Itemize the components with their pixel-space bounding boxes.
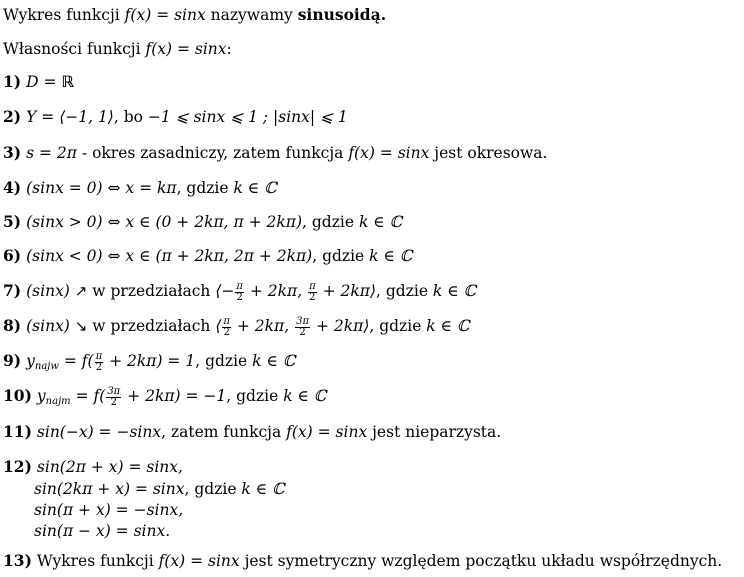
formula: = f( [70, 387, 106, 405]
k-condition: k ∈ ℂ [283, 387, 327, 405]
intro-text: Wykres funkcji [3, 6, 125, 24]
text: jest nieparzysta. [367, 423, 502, 441]
item-number: 3) [3, 143, 22, 162]
text: , gdzie [184, 480, 242, 498]
item-number: 10) [3, 386, 32, 405]
numerator: π [309, 280, 316, 292]
function-formula: f(x) = sinx [158, 552, 240, 570]
numerator: 3π [107, 385, 121, 397]
identity-formula: sin(π + x) = −sinx, [34, 501, 184, 519]
k-condition: k ∈ ℂ [252, 352, 296, 370]
formula: (sinx) [26, 282, 75, 300]
text: , zatem funkcja [161, 423, 287, 441]
fraction [295, 317, 310, 338]
item-number: 5) [3, 212, 22, 231]
function-formula: f(x) = sinx [124, 6, 206, 24]
function-formula: f(x) = sinx [145, 40, 227, 58]
text: jest symetryczny względem początku układu współrzędnych. [239, 552, 723, 570]
denominator: 2 [95, 361, 103, 373]
k-condition: k ∈ ℂ [426, 317, 470, 335]
denominator: 2 [223, 326, 230, 338]
text: w przedziałach [87, 317, 216, 335]
fraction [235, 282, 244, 303]
numerator: π [236, 280, 243, 292]
positive-formula: (sinx > 0) ⇔ x ∈ (0 + 2kπ, π + 2kπ) [26, 213, 303, 231]
property-3 [3, 143, 547, 163]
intro-text: nazywamy [205, 6, 298, 24]
text: - okres zasadniczy, zatem funkcja [76, 144, 349, 162]
property-5 [3, 212, 402, 232]
k-condition: k ∈ ℂ [241, 480, 285, 498]
properties-heading [3, 39, 232, 59]
item-number: 2) [3, 107, 22, 126]
denominator: 2 [309, 291, 316, 303]
heading-text: Własności funkcji [3, 40, 146, 58]
range-formula: Y = ⟨−1, 1⟩ [26, 108, 114, 126]
property-1 [3, 72, 74, 92]
formula: (sinx) [26, 317, 75, 335]
k-condition: k ∈ ℂ [432, 282, 476, 300]
identity-formula: sin(2π + x) = sinx, [36, 458, 183, 476]
heading-colon: : [226, 40, 232, 58]
text: , gdzie [226, 387, 284, 405]
k-condition: k ∈ ℂ [233, 179, 277, 197]
real-numbers-symbol: ℝ [61, 73, 74, 91]
formula: + 2kπ, [231, 317, 295, 335]
text: , gdzie [176, 179, 234, 197]
subscript: najw [34, 361, 59, 372]
formula: ⟨ [215, 317, 222, 335]
text: , gdzie [312, 247, 370, 265]
property-12-line-2 [34, 479, 284, 499]
property-12 [3, 457, 183, 477]
fraction [106, 387, 121, 408]
text: , bo [113, 108, 148, 126]
formula: + 2kπ) = 1 [104, 352, 196, 370]
formula: y [36, 387, 46, 405]
item-number: 4) [3, 178, 22, 197]
item-number: 11) [3, 422, 32, 441]
property-8 [3, 316, 469, 338]
formula: y [26, 352, 35, 370]
k-condition: k ∈ ℂ [358, 213, 403, 231]
function-formula: f(x) = sinx [348, 144, 430, 162]
odd-formula: sin(−x) = −sinx [36, 423, 162, 441]
item-number: 12) [3, 457, 32, 476]
item-number: 13) [3, 551, 32, 570]
formula: + 2kπ⟩ [311, 317, 370, 335]
item-number: 8) [3, 316, 22, 335]
text: w przedziałach [87, 282, 216, 300]
property-13 [3, 551, 722, 571]
property-10 [3, 386, 326, 412]
fraction [308, 282, 317, 303]
intro-line [3, 5, 386, 25]
property-7 [3, 281, 476, 303]
denominator: 2 [299, 326, 306, 338]
formula: + 2kπ⟩ [317, 282, 376, 300]
denominator: 2 [236, 291, 243, 303]
text: Wykres funkcji [36, 552, 159, 570]
text: , gdzie [302, 213, 359, 231]
property-12-line-4 [34, 521, 170, 541]
domain-formula: D = [26, 73, 62, 91]
identity-formula: sin(π − x) = sinx. [34, 522, 171, 540]
text: , gdzie [195, 352, 253, 370]
item-number: 7) [3, 281, 22, 300]
k-condition: k ∈ ℂ [369, 247, 413, 265]
subscript: najm [45, 396, 71, 407]
numerator: π [95, 350, 103, 362]
property-9 [3, 351, 295, 377]
property-11 [3, 422, 501, 442]
negative-formula: (sinx < 0) ⇔ x ∈ (π + 2kπ, 2π + 2kπ) [26, 247, 313, 265]
formula: + 2kπ, [244, 282, 308, 300]
denominator: 2 [110, 396, 117, 408]
numerator: 3π [296, 315, 310, 327]
increasing-arrow-icon: ↗ [74, 282, 88, 300]
formula: + 2kπ) = −1 [122, 387, 227, 405]
identity-formula: sin(2kπ + x) = sinx [34, 480, 185, 498]
item-number: 9) [3, 351, 22, 370]
property-4 [3, 178, 277, 198]
formula: ⟨− [215, 282, 235, 300]
item-number: 6) [3, 246, 22, 265]
item-number: 1) [3, 72, 22, 91]
numerator: π [223, 315, 230, 327]
fraction [222, 317, 231, 338]
function-formula: f(x) = sinx [286, 423, 368, 441]
period-formula: s = 2π [26, 144, 77, 162]
property-12-line-3 [34, 500, 183, 520]
bounds-formula: −1 ⩽ sinx ⩽ 1 ; |sinx| ⩽ 1 [147, 108, 348, 126]
text: , gdzie [369, 317, 427, 335]
property-2 [3, 107, 348, 127]
formula: = f( [58, 352, 94, 370]
zeros-formula: (sinx = 0) ⇔ x = kπ [26, 179, 177, 197]
property-6 [3, 246, 412, 266]
text: jest okresowa. [429, 144, 548, 162]
sinusoid-term: sinusoidą. [297, 5, 387, 24]
fraction [95, 352, 104, 373]
text: , gdzie [376, 282, 433, 300]
decreasing-arrow-icon: ↘ [74, 317, 88, 335]
